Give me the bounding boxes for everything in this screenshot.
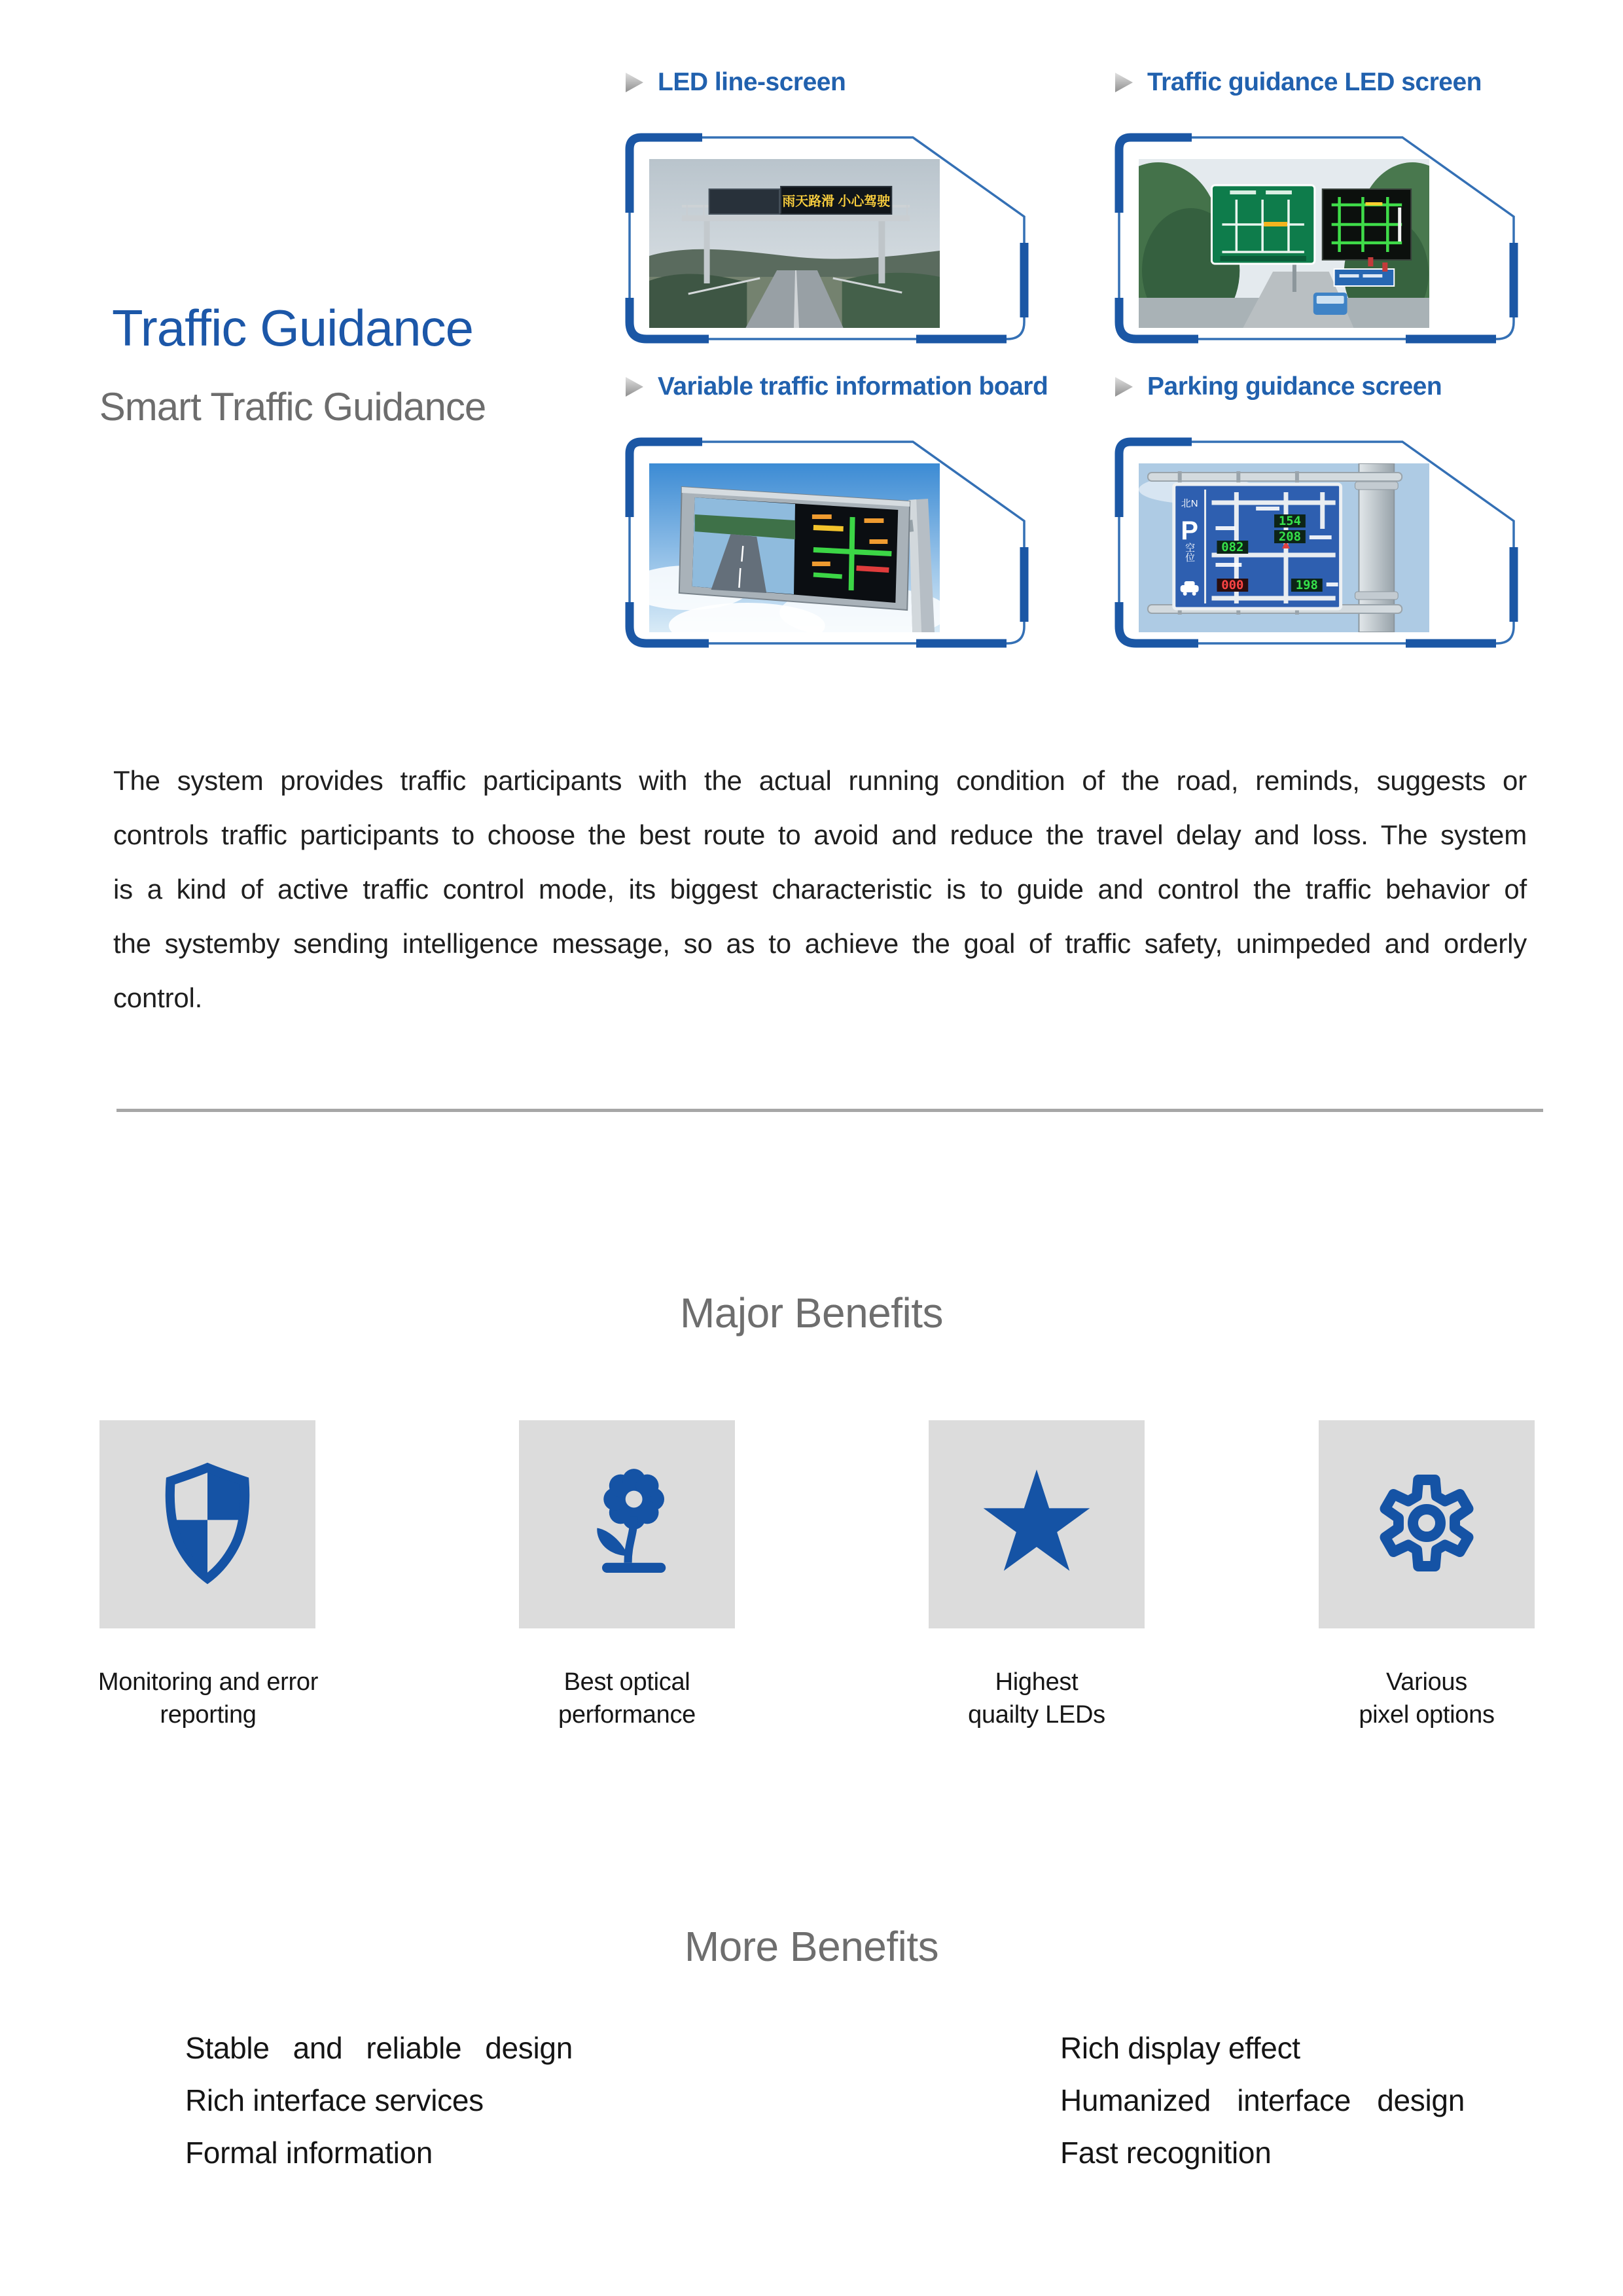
panel-frame: [1115, 437, 1518, 648]
panel-label: [625, 372, 1048, 402]
description-line: the systemby sending intelligence message, so as to achieve the goal of traffic safety, unimpeded and orderly: [113, 928, 1527, 959]
photo-led-line-screen: [649, 159, 940, 328]
panel-led-line-screen: [625, 67, 1044, 344]
parking-count: 154: [1278, 513, 1302, 529]
benefit-label-line: Monitoring and error: [98, 1668, 319, 1696]
description-line: controls traffic participants to choose the best route to avoid and reduce the travel delay and loss. The system: [113, 819, 1527, 850]
benefit-label-line: reporting: [160, 1701, 257, 1729]
more-benefits-heading: More Benefits: [684, 1923, 939, 1971]
panel-variable-info-board: [625, 372, 1048, 648]
benefit-label-line: Highest: [995, 1668, 1079, 1696]
panel-frame: [1115, 133, 1518, 344]
parking-count: 082: [1221, 539, 1244, 555]
description-line: is a kind of active traffic control mode, its biggest characteristic is to guide and control the traffic behavior of: [113, 874, 1527, 905]
benefit-label-optical: [470, 1666, 784, 1731]
benefit-label-monitoring: [51, 1666, 365, 1731]
arrow-icon: [625, 376, 645, 398]
panel-frame: [625, 437, 1029, 648]
gear-icon: [1372, 1468, 1482, 1581]
panel-frame: [625, 133, 1029, 344]
photo-parking-guidance: [1139, 463, 1429, 632]
arrow-icon: [1115, 71, 1134, 94]
section-divider: [116, 1109, 1543, 1112]
more-benefit-item: Rich interface services: [185, 2083, 484, 2117]
benefit-card-quality: [929, 1420, 1145, 1628]
parking-vacancy-text: 空位: [1184, 543, 1196, 562]
parking-count: 198: [1295, 577, 1318, 593]
arrow-icon: [625, 71, 645, 94]
major-benefits-heading: Major Benefits: [679, 1289, 944, 1337]
benefit-label-line: pixel options: [1359, 1701, 1495, 1729]
benefit-card-optical: [519, 1420, 735, 1628]
major-benefits: [0, 1420, 1623, 1761]
more-benefit-item: Fast recognition: [1060, 2136, 1272, 2170]
hero: [34, 298, 551, 429]
benefit-label-quality: [880, 1666, 1194, 1731]
panel-label: [1115, 67, 1533, 98]
product-panels: [625, 67, 1554, 722]
page-subtitle: Smart Traffic Guidance: [99, 385, 486, 429]
panel-label-text: Parking guidance screen: [1147, 372, 1442, 401]
more-benefit-item: Rich display effect: [1060, 2031, 1300, 2065]
panel-label: [625, 67, 1044, 98]
parking-count-full: 000: [1221, 577, 1244, 593]
more-benefit-item: Stable and reliable design: [185, 2031, 573, 2065]
flower-icon: [577, 1463, 677, 1587]
system-description: [113, 758, 1527, 1030]
shield-icon: [156, 1462, 259, 1588]
more-benefits-left-column: [185, 2033, 573, 2190]
panel-label-text: LED line-screen: [658, 68, 846, 96]
photo-variable-info-board: [649, 463, 940, 632]
benefit-card-monitoring: [99, 1420, 315, 1628]
parking-north-text: 北N: [1181, 497, 1198, 510]
page-title: Traffic Guidance: [112, 299, 473, 357]
more-benefits-right-column: [1060, 2033, 1465, 2190]
more-benefit-item: Formal information: [185, 2136, 433, 2170]
photo-traffic-guidance-led: [1139, 159, 1429, 328]
benefit-label-line: performance: [558, 1701, 696, 1729]
description-line: control.: [113, 982, 203, 1013]
panel-label-text: Traffic guidance LED screen: [1147, 68, 1482, 96]
star-icon: [974, 1461, 1099, 1588]
benefit-card-pixel: [1319, 1420, 1535, 1628]
panel-label: [1115, 372, 1533, 402]
panel-traffic-guidance-led: [1115, 67, 1533, 344]
more-benefit-item: Humanized interface design: [1060, 2083, 1465, 2117]
panel-parking-guidance: [1115, 372, 1533, 648]
description-line: The system provides traffic participants with the actual running condition of the road, reminds, suggests or: [113, 765, 1527, 796]
benefit-label-line: Various: [1386, 1668, 1467, 1696]
arrow-icon: [1115, 376, 1134, 398]
panel-label-text: Variable traffic information board: [658, 372, 1048, 401]
benefit-label-line: quailty LEDs: [968, 1701, 1105, 1729]
parking-p-text: P: [1181, 516, 1198, 546]
benefit-label-pixel: [1270, 1666, 1584, 1731]
led-message-text: 雨天路滑 小心驾驶: [782, 194, 891, 209]
parking-count: 208: [1278, 529, 1302, 545]
benefit-label-line: Best optical: [563, 1668, 690, 1696]
